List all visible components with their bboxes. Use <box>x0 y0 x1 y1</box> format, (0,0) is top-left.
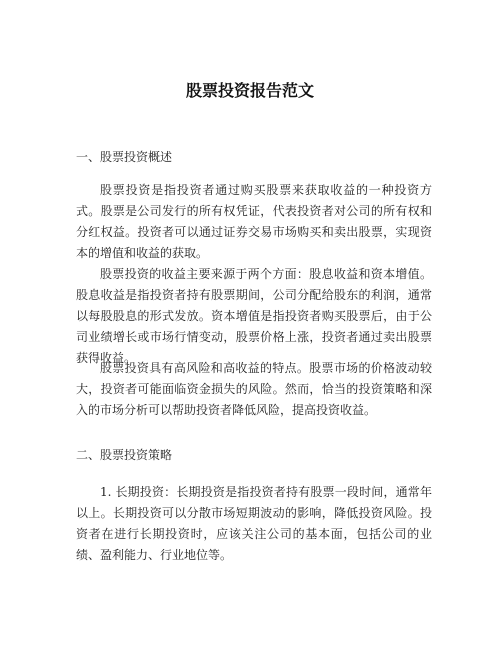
paragraph-overview-3: 股票投资具有高风险和高收益的特点。股票市场的价格波动较大，投资者可能面临资金损失的风险。然而，恰当的投资策略和深入的市场分析可以帮助投资者降低风险，提高投资收益。 <box>76 361 432 417</box>
section-heading-overview: 一、股票投资概述 <box>76 150 173 164</box>
paragraph-strategy-1: 1. 长期投资：长期投资是指投资者持有股票一段时间，通常年以上。长期投资可以分散市场短期波动的影响，降低投资风险。投资者在进行长期投资时，应该关注公司的基本面，包括公司的业绩、盈利能力、行业地位等。 <box>76 485 432 562</box>
document-title: 股票投资报告范文 <box>185 81 314 100</box>
section-heading-strategy: 二、股票投资策略 <box>76 448 173 462</box>
paragraph-overview-2: 股票投资的收益主要来源于两个方面：股息收益和资本增值。股息收益是指投资者持有股票期间，公司分配给股东的利润，通常以每股股息的形式发放。资本增值是指投资者购买股票后，由于公司业绩增长或市场行情变动，股票价格上涨，投资者通过卖出股票获得收益。 <box>76 267 432 365</box>
paragraph-overview-1: 股票投资是指投资者通过购买股票来获取收益的一种投资方式。股票是公司发行的所有权凭证，代表投资者对公司的所有权和分红权益。投资者可以通过证券交易市场购买和卖出股票，实现资本的增值和收益的获取。 <box>76 183 432 260</box>
